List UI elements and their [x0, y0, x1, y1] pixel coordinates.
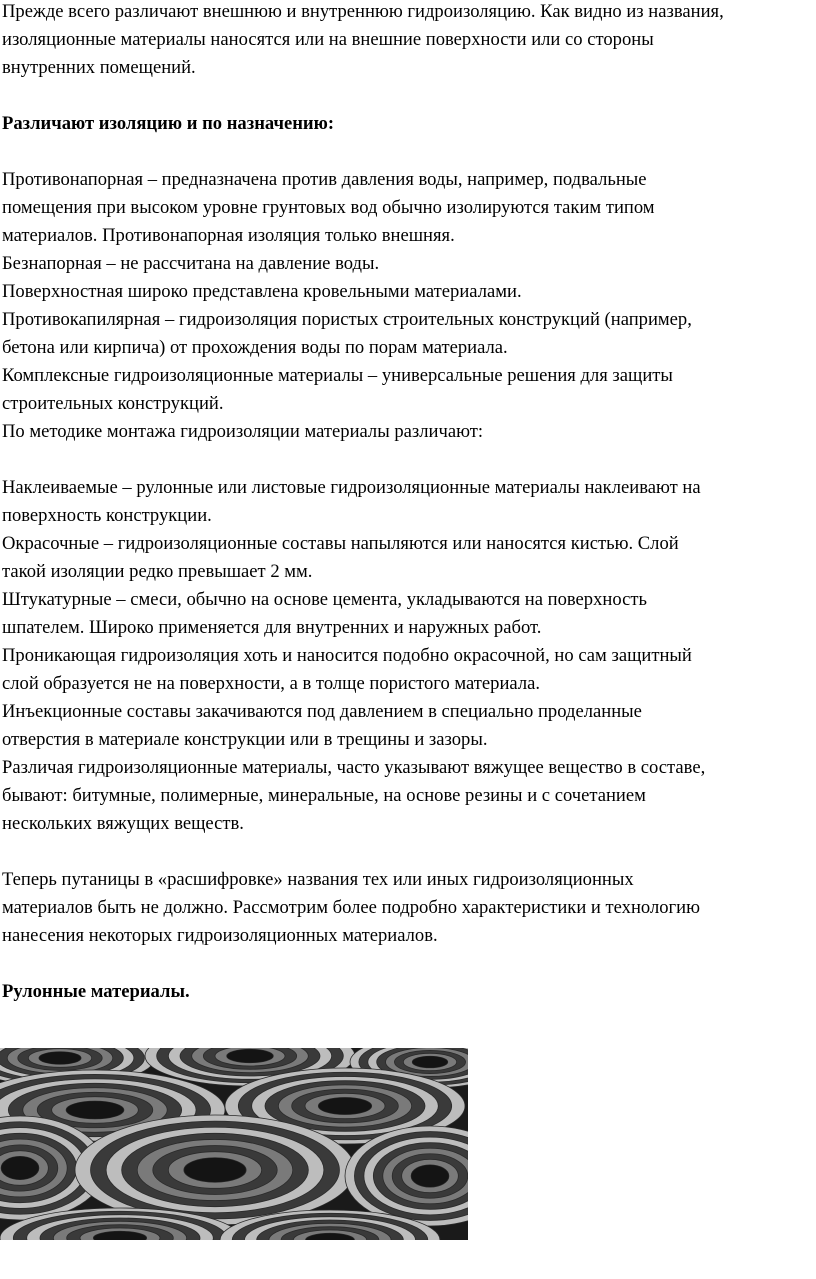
text-line: Проникающая гидроизоляция хоть и наносится подобно окрасочной, но сам защитный	[2, 645, 692, 666]
text-line: Окрасочные – гидроизоляционные составы напыляются или наносятся кистью. Слой	[2, 533, 679, 554]
rolled-roofing-photo	[0, 1048, 468, 1240]
text-line: изоляционные материалы наносятся или на внешние поверхности или со стороны	[2, 29, 654, 50]
text-line: Комплексные гидроизоляционные материалы – универсальные решения для защиты	[2, 365, 673, 386]
text-line: нанесения некоторых гидроизоляционных материалов.	[2, 925, 438, 946]
heading-rolled-materials: Рулонные материалы.	[2, 981, 190, 1002]
text-line: строительных конструкций.	[2, 393, 224, 414]
conclusion-paragraph	[0, 866, 812, 950]
text-line: Противокапилярная – гидроизоляция пористых строительных конструкций (например,	[2, 309, 692, 330]
text-line: Теперь путаницы в «расшифровке» названия тех или иных гидроизоляционных	[2, 869, 634, 890]
purpose-paragraph	[0, 166, 812, 446]
text-line: Безнапорная – не рассчитана на давление воды.	[2, 253, 380, 274]
text-line: Поверхностная широко представлена кровельными материалами.	[2, 281, 522, 302]
text-line: Штукатурные – смеси, обычно на основе цемента, укладываются на поверхность	[2, 589, 647, 610]
rolled-roofing-image	[0, 1048, 468, 1240]
text-line: бетона или кирпича) от прохождения воды по порам материала.	[2, 337, 508, 358]
text-line: Различая гидроизоляционные материалы, часто указывают вяжущее вещество в составе,	[2, 757, 706, 778]
text-line: поверхность конструкции.	[2, 505, 212, 526]
mounting-paragraph	[0, 474, 812, 838]
heading-purpose: Различают изоляцию и по назначению:	[2, 113, 335, 134]
text-line: Противонапорная – предназначена против давления воды, например, подвальные	[2, 169, 647, 190]
text-line: помещения при высоком уровне грунтовых вод обычно изолируются таким типом	[2, 197, 655, 218]
text-line: Наклеиваемые – рулонные или листовые гидроизоляционные материалы наклеивают на	[2, 477, 701, 498]
text-line: материалов. Противонапорная изоляция только внешняя.	[2, 225, 455, 246]
text-line: материалов быть не должно. Рассмотрим более подробно характеристики и технологию	[2, 897, 701, 918]
text-line: Прежде всего различают внешнюю и внутреннюю гидроизоляцию. Как видно из названия,	[2, 1, 724, 22]
text-line: бывают: битумные, полимерные, минеральные, на основе резины и с сочетанием	[2, 785, 646, 806]
text-line: шпателем. Широко применяется для внутренних и наружных работ.	[2, 617, 542, 638]
text-line: нескольких вяжущих веществ.	[2, 813, 244, 834]
text-line: слой образуется не на поверхности, а в толще пористого материала.	[2, 673, 541, 694]
text-line: отверстия в материале конструкции или в трещины и зазоры.	[2, 729, 488, 750]
text-line: По методике монтажа гидроизоляции материалы различают:	[2, 421, 484, 442]
text-line: Инъекционные составы закачиваются под давлением в специально проделанные	[2, 701, 642, 722]
text-line: такой изоляции редко превышает 2 мм.	[2, 561, 313, 582]
intro-paragraph	[0, 0, 812, 82]
text-line: внутренних помещений.	[2, 57, 196, 78]
